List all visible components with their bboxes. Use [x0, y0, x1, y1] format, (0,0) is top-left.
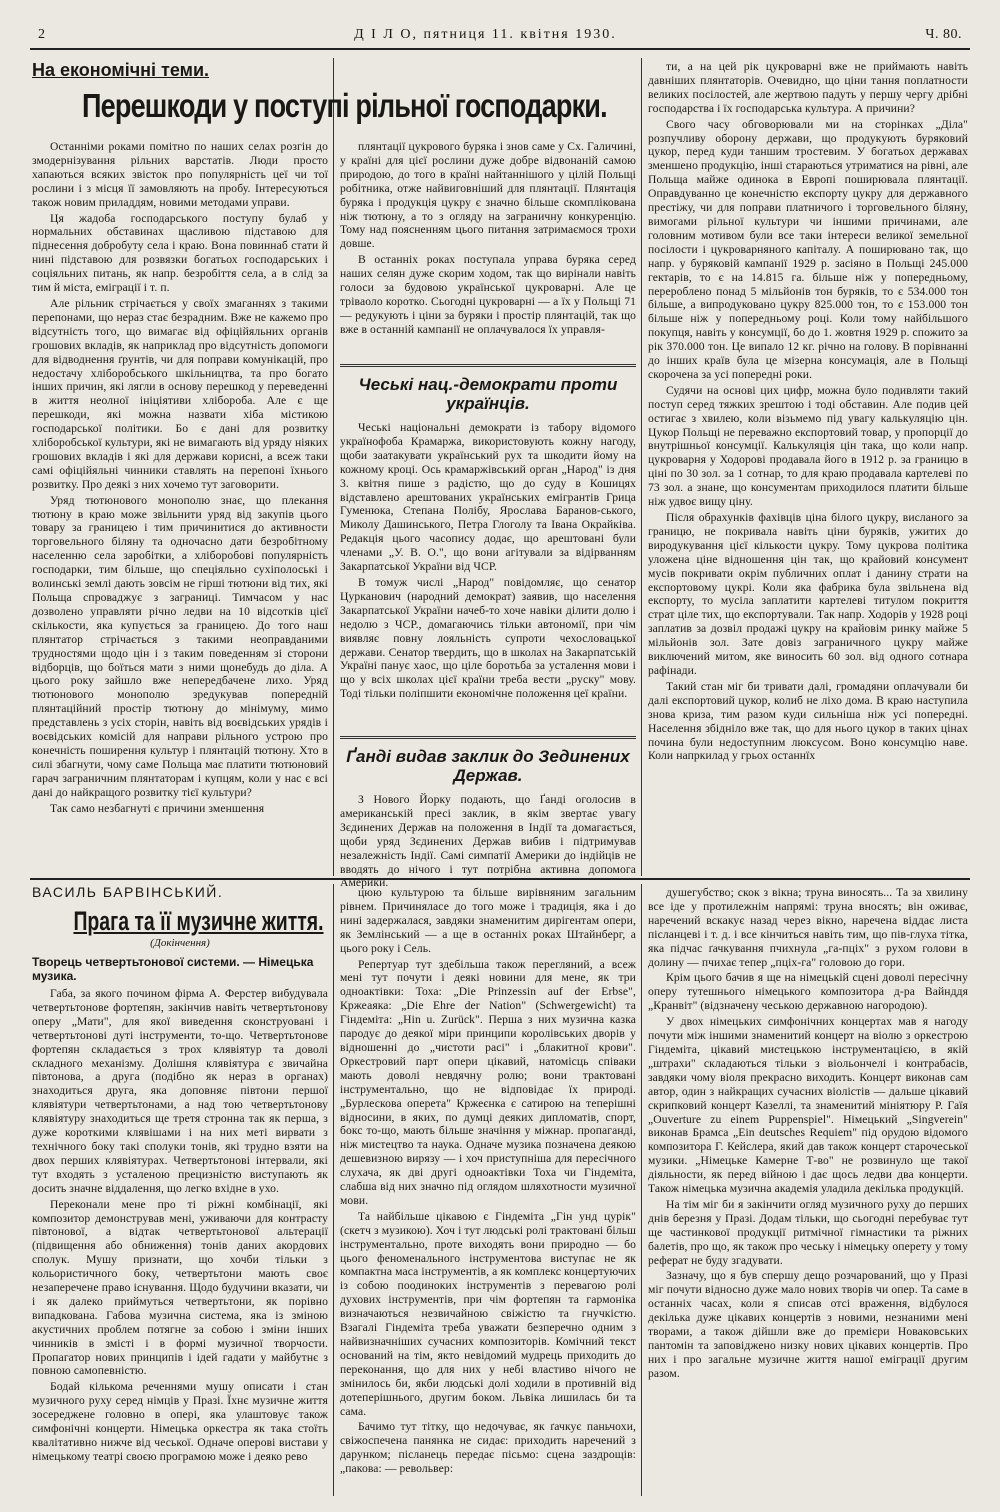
section-kicker: На економічні теми.: [32, 60, 210, 80]
paragraph: цюю культурою та більше вирівняним загальним рівнем. Причиняласе до того може і традиція, яка і до нині задержалася, завдяки знаменитим дирігентам опери, як Землінський — а ще в останніх роках Штайнберг, а цього року і Сель.: [340, 886, 636, 955]
article-title: Ґанді видав заклик до Зединених Держав.: [346, 747, 630, 785]
paragraph: У двох німецьких симфонічних концертах мав я нагоду почути між іншими знаменитий концерт на віолю з оркестрою Гіндеміта, цікавий мистецькою інструментацією, в якій „штрахи" складаються тільки з віольончелі і контрабасів, завдяки чому віоля прекрасно виходить. Концерт виконав сам автор, один з найкращих сучасних віолістів — дальше цікавий скрипковий концерт Казеллі, та знаменитий мініятюру Р. Гаїя „Ouverture zu einem Puppenspiel". Німецький „Singverein" виконав Брамса „Ein deutsches Requiem" під орудою відомого композитора Г. Кейслера, який дав також концерт старочеської музики. „Німецьке Камерне Т-во" не розвинуло ще такої діяльности, як перед війною і дає щось ледви два концерти. Також німецька музична академія уладила декілька продукцій.: [648, 1015, 968, 1196]
column-divider: [641, 884, 642, 1496]
paragraph: Уряд тютюнового монополю знає, що плекання тютюну в краю може звільнити уряд від закупів цього товару за границею і тим причинитися до активности торговельного біляну та одночасно дати безробітному населенню села заробітки, а хліборобові популярність господарки, тим більше, що спеціяльно сухіполоські і волинські землі дають зовсім не гірші тютюни від тих, які Польща спроваджує з заграниці. Тимчасом у нас дозволено управляти річно ледви на 10 відсотків цієї скількости, яка купується за границею. До того наш плянтатор стрічається з такими неоправданими трудностями щодо цін і з таким поведенням зі сторони відборців, що боїться мати з ними щонебудь до діла. А цього року зайшло вже непередбачене лихо. Уряд тютюнового монополю зредукував попередній плянтаційний простір тютюну до мінімуму, мимо представлень з усіх сторін, навіть від воєвідських урядів і воєвідських комісій для направи рільного устрою про конечність поширення культур і плянтацій тютюну. Хто в силі збагнути, чому саме Польща має платити тютюновий гарач заграничним плянтаторам і купцям, коли у нас є всі дані до найкращого розвитку тієї культури?: [32, 493, 328, 799]
page-number: 2: [38, 27, 46, 42]
page-header: [38, 24, 962, 46]
box-rule: [340, 736, 636, 739]
paragraph: Габа, за якого почином фірма А. Ферстер вибудувала четвертьтонове фортепян, закінчив навіть четвертьтонову оперу „Мати", для якої виведення сконструовані і четвертьтонові дуті інструменти, то-що. Четвертьтонове фортепян складається з трох клявіятур та доволі складного механізму. Долішня клявіятура є звичайна півтонова, а друга (подібно як нераз в органах) знаходиться друга, яка доповняє півтони першої клявіятури четвертьтонами, а над тою четвертьтонову клявіятуру знаходиться ще третя стронна так як перша, з дуже короткими клявішами і на них меті вирвати з технічного боку такі сполуки тонів, які трудно взяти на двох перших клявіятурах. Четвертьтонові інтервали, які тут входять з усталеною прецизністю виступають як досить значне віддалення, що легко вхідне в ухо.: [32, 987, 328, 1195]
paragraph: В останніх роках поступала управа буряка серед наших селян дуже скорим ходом, так що вирінали навіть голоси за будовою української цукроварні. Але це тріваоло коротко. Сьогодні цукроварні — а їх у Польщі 71 — редукують і ціни за буряки і простір плянтацій, так що вже в останній кампанії не оплачувалося їх управля-: [340, 253, 636, 336]
paragraph: Останніми роками помітно по наших селах розгін до змодернізування рільних варстатів. Люди просто хапаються всяких звісток про популярність цеї чи тої рослини і з місця її замовляють на пробу. Інтересуються також новим приладдям, новими методами управи.: [32, 140, 328, 209]
paragraph: Свого часу обговорювали ми на сторінках „Діла" розпучливу оборону держави, що продукують буряковий цукор, перед куди таншим тростевим. У богатьох державах зменшено продукцію, інші стараються утриматися на рівні, але Польща майже одинока в Европі поширювала плянтації. Оправдуванно це конечністю експорту цукру для державного престіжу, чи для поправи платничого і торговельного біляну, вимогами рільної культури чи іншими причинами, але головним мотивом були все таки інтереси великої земельної посілости і цукроварняного капіталу. А поширювано так, що напр. у буряковій кампанії 1929 р. засіяно в Польщі 245.000 гектарів, то є на 14.815 га. більше ніж у попередньому, перероблено понад 5 мільйонів тон буряків, то є 534.000 тон більше, а випродуковано цукру 825.000 тон, то є 153.000 тон більше ніж у попередньому році. Коли тому найбільшого покупця, навіть у консумції, бо до 1. жовтня 1929 р. спожито за рік 370.000 тон. Це випало 12 кг. річно на голову. В порівнанні до інших країв була це мізерна консумація, але в Польщі скорочена за усі попередні роки.: [648, 117, 968, 381]
article-title: Перешкоди у поступі рільної господарки.: [82, 87, 607, 124]
paragraph: Так само незбагнуті є причини зменшення: [50, 801, 265, 815]
paragraph: Такий стан міг би тривати далі, громадяни оплачували би далі експортовий цукор, колиб не ліхо дома. В краю наступила знова криза, тим разом куди сильніша ніж усі попередні. Населення збідніло вже так, що для нього цукор в таких цінах почина були недоступним люксусом. Воно консумцію наве. Коли напркилад у грьох останнїх: [648, 679, 968, 763]
paragraph: Чеські національні демократи із табору відомого українофоба Крамаржа, використовують кожну нагоду, щоби заатакувати український рух та шкодити йому на кожному кроці. Ось крамаржівський орган „Народ" із дня 3. квітня пише з радістю, що до суду в Кошицях відставлено арештованих українських емігрантів Грица Гуменюка, Степана Полібу, Ярослава Баранов-ського, Миколу Дашинського, Петра Глоголу та Івана Окрайківа. Редакція цього часопису додає, що арештовані були членами „У. В. О.", що вони агітували за відірванням Закарпатської України від ЧСР.: [340, 421, 636, 574]
paragraph: Після обрахунків фахівців ціна білого цукру, висланого за границю, не покривала навіть ціни буряків, ужитих до виродукування цієї кількости цукру. Тому цукрова політика уложена ціне відношення цін так, що крайовий консумент мусів покривати окрім публичних оплат і данину страти на експортовому цукрі. Коли яка фабрика була звільнена від експорту, то мусіла заплатити картелеві титулом покриття страт ціле тих, що експортували. Так напр. Ходорів у 1928 році заплатив за дозвіл продажі цукру на крайовім ринку майже 5 мільйонів зол. Зате довіз заграничного цукру майже виключений митом, яке виносить 60 зол. від одного сотнара рафінади.: [648, 511, 968, 677]
paragraph: Зазначу, що я був спершу дещо розчарований, що у Празі міг почути відносно дуже мало нових творів чи опер. Та саме в останніх часах, коли я списав отсі враження, відбулося декілька дуже цікавих концертів з новими, незнаними мені творами, а також дійшли вже до премієри Новаковських пантомін та заповіджено низку нових цікавих концертів. Про них і про загальне музичне життя нашої еміграції другим разом.: [648, 1269, 968, 1380]
article-column: [648, 60, 968, 874]
paragraph: На тім міг би я закінчити огляд музичного руху до перших днів березня у Празі. Додам тільки, що сьогодні перебуває тут ще частинкової продукції ритмічної гімнастики та ріжних балетів, про що, як також про чеську і німецьку оперету у тому реферат не буду згадувати.: [648, 1197, 968, 1267]
author-byline: ВАСИЛЬ БАРВІНСЬКИЙ.: [32, 884, 224, 900]
section-heading: Творець четвертьтонової системи. — Німецька музика.: [32, 955, 314, 983]
article-column: [32, 884, 328, 1496]
paragraph: Бачимо тут тітку, що недочуває, як ґачкує паньчохи, свіжоспечена панянка не сидає: приходить наречений з дарунком; післанець передає пісьмо: сцена заздрощів: „пакова: — револьвер:: [340, 1420, 636, 1476]
paragraph: Бодай кількома реченнями мушу описати і стан музичного руху серед німців у Празі. Їхнє музичне життя зосереджене головно в опері, яка улаштовує також симфонічні концерти. Німецька оркестра як така стоїть квалітативно нижче від чеської. Одначе оперові вистави у німецькому театрі своєю програмою може і деяко рево: [32, 1380, 328, 1463]
paragraph: Крім цього бачив я ще на німецькій сцені доволі пересічну оперу тутешнього німецького композитора д-ра Вайнддя „Кранвіт" (відзначену чеською державною нагородою).: [648, 971, 968, 1013]
paragraph: Ця жадоба господарського поступу булаб у нормальних обставинах щасливою підставою для піднесення добробуту села і краю. Вона повиннаб стати й нині підставою для розвязки богатьох господарських і соціяльних питань, як напр. безробіття села, а в слід за тим й міста, еміграції і т. п.: [32, 211, 328, 295]
column-divider: [333, 884, 334, 1496]
article-box: [340, 730, 636, 890]
paragraph: Та найбільше цікавою є Гіндеміта „Гін унд цурік" (скетч з музикою). Хоч і тут людські ролі трактовані більш інструментально, проте виходять вони природно — бо цього феноменального інструментова виступає не як компактна маса інструментів, а як комплекс концертуючих із собою поодиноких інструментів з перевагою ролі духових інструментів, при чім фортепян та гармоніка визначаються незвичайною свіжістю та гнучкістю. Взагалі Гіндеміта треба уважати безперечно одним з найвизначніших сучасних композиторів. Комічний текст оснований на тім, якто невідомий мудрець приходить до переконання, що для них у небі властиво нічого не змінилось би, якби людські долі ходили в противній від дотеперішнього, другим боком. Львіка лишилась би та сама.: [340, 1209, 636, 1418]
paragraph: Але рільник стрічається у своїх змаганнях з такими перепонами, що нераз стає безрадним. Вже не кажемо про відсутність того, що вимагає від офіційяльних органів грошових вкладів, як наприклад про відсутність допомоги для відводнення ґрунтів, чи для поправи комунікацій, про недостачу хліборобського шкільництва, та про богато інших причин, які лягли в основу перешкод у переведенні в життя неолної ініціятиви хлібороба. Але є ще перешкоди, які можна назвати хіба містикою господарської політики. Бо є дані для розвитку хліборобської культури, які не вимагають від уряду ніяких грошових вкладів і які для держави корисні, а всеж таки самі офіційяльні чинники ставлять на перепоні їхнього розвитку. Про деякі з них хочемо тут заговорити.: [32, 296, 328, 491]
masthead-line: Д І Л О, пятниця 11. квітня 1930.: [354, 27, 617, 42]
article-column: [340, 886, 636, 1496]
paragraph: В томуж числі „Народ" повідомляє, що сенатор Цурканович (народний демократ) заявив, що населення Закарпатської України начеб-то хоче навіки ділити долю і недолю з ЧСР., домагаючись тільки автономії, при чім виявляє повну лояльність супроти чехословацької держави. Сенатор твердить, що в школах на Закарпатській Україні панує хаос, що ціле боротьба за усталення мови і що у всіх школах цієї країни треба вести „руску" мову. Тоді тільки поліпшити економічне положення цеї країни.: [340, 575, 636, 701]
article-column: [340, 140, 636, 356]
paragraph: плянтації цукрового буряка і знов саме у Сх. Галичині, у країні для цієї рослини дуже добре відвонаній самою природою, до того в країні найтаннішого у цілій Польщі робітника, отже найвиговніший для плянтації. Плянтація буряка і продукція цукру є значно більше скомплікована ніж тютюну, а то з огляду на заграничну конкуренцію. Тому над поясненням цього питання затримаємося трохи довше.: [340, 140, 636, 251]
section-rule: [30, 878, 970, 880]
box-rule: [340, 364, 636, 367]
article-title: Прага та її музичне життя.: [73, 906, 324, 936]
paragraph: Переконали мене про ті ріжні комбінації, які композитор демонстрував мені, уживаючи для контрасту півтонової, а відтак четвертьтонової альтерації (підвищення або обниження) тонів даних акордових сполук. Мушу признати, що хочби тільки з кольористичного боку, четвертьтони мають своє незаперечене право існування. Щодо будучини вказати, чи і як далеко приймуться четвертьтони, як порівно випадкована. Габова музична система, яка із зміною акустичних проблем потягне за собою і зміни інших чинників в змісті і в формі музичної творчости. Пропагатор нових принципів і ідей гадати у майбутнє з повною самопевністю.: [32, 1197, 328, 1378]
paragraph: З Нового Йорку подають, що Ґанді оголосив в американській пресі заклик, в якім звертає увагу Зєдинених Держав на положення в Індії та домагається, щоби уряд Зєдинених Держав вибив і підтримував незалежність Індії. Самі симпатії Америки до індійців не вводять до нічого і тут потрібна активна допомога Америки.: [340, 793, 636, 890]
header-rule: [30, 48, 970, 50]
article-title: Чеські нац.-демократи проти українців.: [358, 375, 618, 413]
article-column: [648, 886, 968, 1496]
article-heading-block: [32, 60, 637, 140]
column-divider: [333, 58, 334, 876]
issue-number: Ч. 80.: [925, 27, 962, 42]
paragraph: душегубство; скок з вікна; труна виносять... Та за хвилину все іде у протилежнім напрямі: труна вносять; він оживає, наречений вскакує назад через вікно, наречена віддає листа післанцеві і т. д. і все кінчиться навіть тим, що пів-глуха тітка, яка підчас ґачкування пчихнула „га-пціх" з рухом голови в долину — пчихає тепер „пціх-га" головою до гори.: [648, 886, 968, 969]
article-box: [340, 358, 636, 728]
paragraph: Репертуар тут здебільша також перегляний, а всеж мені тут почути і деякі новини для мене, як три одноактівки: Тоха: „Die Prinzessin auf der Erbse", Кржеаяка: „Die Ehre der Nation" (Schwergewicht) та Гіндеміта: „Hin u. Zurück". Перша з них музична казка пародує до деякої міри принципи королівських дворів у відношенні до „чистоти расі" і „блакитної крови". Оркестровий парт опери цікавий, натомісць співаки мають доволі невдячну ролю; вони трактовані інструментально, що не відповідає їх природі. „Бурлескова оперета" Кржеєнка є сатирою на теперішні відносини, в яких, по думці деяких дипломатів, спорт, бокс то-що, мають більше значіння у міжнар. пропаганді, ніж мистецтво та наука. Одначе музика позначена деякою дешевизною вирязу — і хоч приступніша для пересічного слухача, як дві другі одноактівки Тоха чи Гіндеміта, слабша від них значно під оглядом шляхотности музичної мови.: [340, 957, 636, 1207]
column-divider: [641, 58, 642, 876]
paragraph: Судячи на основі цих цифр, можна було подивляти такий поступ серед тяжких зрештою і тоді обставин. Але подив цей остигає з хвилею, коли візьмемо під увагу калькуляцію цін. Цукор Польщі не переважно експортовий товар, у пропорції до внутрішньої консумції. Калькуляція цін така, що коли напр. цукроварня у Ходорові продавала його в 1912 р. за границю в ціні по 30 зол. за 1 сотнар, то для краю продавала картелеві по 73 зол. а знане, що консументам приходилося платити більше ніж удвоє вищу ціну.: [648, 383, 968, 509]
article-column: [32, 140, 328, 874]
paragraph: ти, а на цей рік цукроварні вже не приймають навіть давніших плянтаторів. Очевидно, що ціни тання поплатности великих посілостей, але жертвою падуть у першу чергу дрібні господарства і їх господарська культура. А причини?: [648, 60, 968, 115]
continuation-note: (Докінчення): [150, 937, 210, 949]
